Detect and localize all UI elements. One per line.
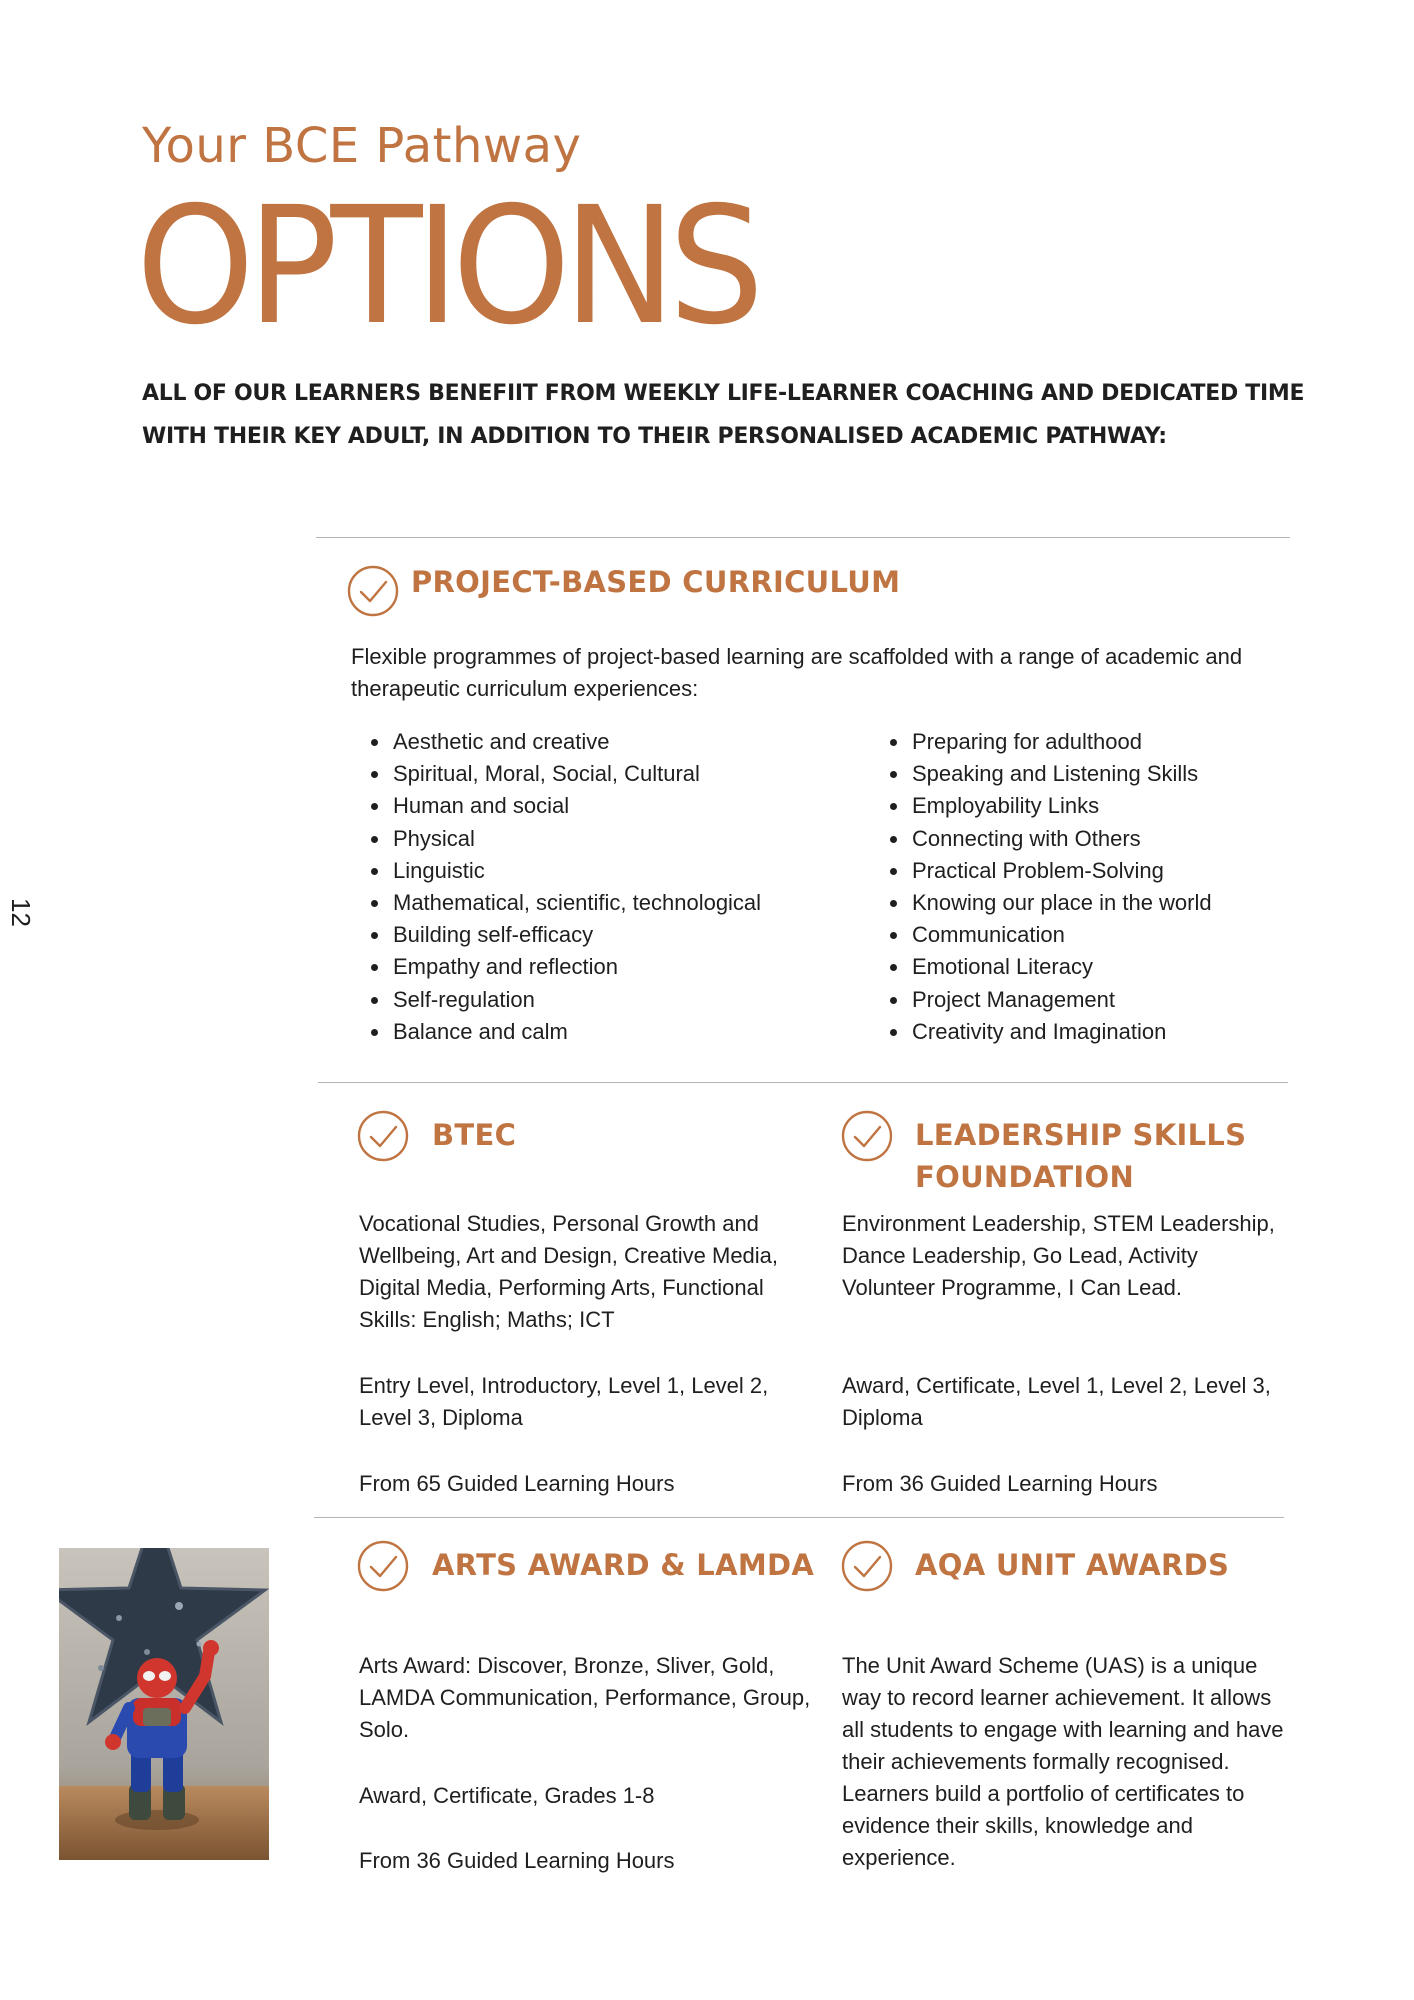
list-item: • Communication [910, 919, 1330, 951]
check-circle-icon [357, 1110, 409, 1162]
leadership-title [915, 1114, 1246, 1198]
list-item: • Empathy and reflection [391, 951, 861, 983]
divider-bottom [314, 1517, 1284, 1518]
intro-statement: ALL OF OUR LEARNERS BENEFIIT FROM WEEKLY LIFE-LEARNER COACHING AND DEDICATED TIME WITH THEIR KEY ADULT, IN ADDITION TO THEIR PERSONALISED ACADEMIC PATHWAY: [142, 381, 1305, 449]
list-item: • Practical Problem-Solving [910, 855, 1330, 887]
list-item: • Linguistic [391, 855, 861, 887]
check-circle-icon [357, 1540, 409, 1592]
list-item: • Employability Links [910, 790, 1330, 822]
check-circle-icon [841, 1540, 893, 1592]
curriculum-list-right [870, 726, 1330, 1048]
divider-middle [318, 1082, 1288, 1083]
list-item: • Emotional Literacy [910, 951, 1330, 983]
kicker-heading: Your BCE Pathway [142, 118, 582, 174]
list-item: • Creativity and Imagination [910, 1016, 1330, 1048]
leadership-title-line1: LEADERSHIP SKILLS [915, 1118, 1247, 1152]
page-title: OPTIONS [136, 173, 757, 361]
list-item: • Human and social [391, 790, 861, 822]
list-item: • Preparing for adulthood [910, 726, 1330, 758]
leadership-hours: From 36 Guided Learning Hours [842, 1471, 1158, 1496]
btec-title: BTEC [432, 1118, 517, 1152]
arts-award-subjects: Arts Award: Discover, Bronze, Sliver, Gold, LAMDA Communication, Performance, Group, Solo. [359, 1653, 811, 1742]
curriculum-list-left [351, 726, 861, 1048]
aqa-description: The Unit Award Scheme (UAS) is a unique way to record learner achievement. It allows all students to engage with learning and have their achievements formally recognised. Learners build a portfolio of certificates to evidence their skills, knowledge and experience. [842, 1653, 1284, 1870]
list-item: • Aesthetic and creative [391, 726, 861, 758]
list-item: • Balance and calm [391, 1016, 861, 1048]
toy-figure-photo [59, 1548, 269, 1860]
arts-award-hours: From 36 Guided Learning Hours [359, 1848, 675, 1873]
list-item: • Self-regulation [391, 984, 861, 1016]
list-item: • Knowing our place in the world [910, 887, 1330, 919]
list-item: • Mathematical, scientific, technological [391, 887, 861, 919]
divider-top [316, 537, 1290, 538]
page-number: 12 [6, 898, 36, 927]
list-item: • Building self-efficacy [391, 919, 861, 951]
btec-subjects: Vocational Studies, Personal Growth and Wellbeing, Art and Design, Creative Media, Digital Media, Performing Arts, Functional Skills: English; Maths; ICT [359, 1211, 779, 1332]
btec-hours: From 65 Guided Learning Hours [359, 1471, 675, 1496]
leadership-title-line2: FOUNDATION [915, 1160, 1135, 1194]
project-curriculum-description: Flexible programmes of project-based learning are scaffolded with a range of academic and therapeutic curriculum experiences: [351, 644, 1243, 701]
check-circle-icon [347, 565, 399, 617]
aqa-title: AQA UNIT AWARDS [915, 1548, 1230, 1582]
list-item: • Physical [391, 823, 861, 855]
list-item: • Spiritual, Moral, Social, Cultural [391, 758, 861, 790]
list-item: • Speaking and Listening Skills [910, 758, 1330, 790]
list-item: • Project Management [910, 984, 1330, 1016]
leadership-subjects: Environment Leadership, STEM Leadership, Dance Leadership, Go Lead, Activity Volunteer Programme, I Can Lead. [842, 1211, 1275, 1300]
list-item: • Connecting with Others [910, 823, 1330, 855]
arts-award-title: ARTS AWARD & LAMDA [432, 1548, 815, 1582]
btec-levels: Entry Level, Introductory, Level 1, Level 2, Level 3, Diploma [359, 1373, 769, 1430]
project-curriculum-title: PROJECT-BASED CURRICULUM [411, 565, 901, 599]
arts-award-levels: Award, Certificate, Grades 1-8 [359, 1783, 655, 1808]
check-circle-icon [841, 1110, 893, 1162]
leadership-levels: Award, Certificate, Level 1, Level 2, Level 3, Diploma [842, 1373, 1271, 1430]
